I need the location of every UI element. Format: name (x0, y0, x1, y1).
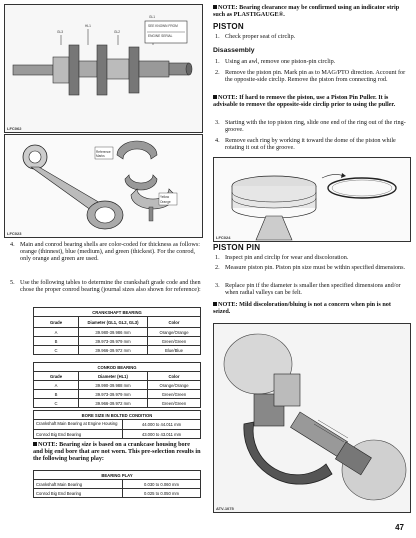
figure-code: ATV-1075 (216, 506, 234, 511)
left-step-5: 5. Use the following tables to determine the crankshaft grade code and then chose the proper conrod bearing (journal sizes also shown for reference): (10, 279, 201, 294)
disassembly-heading: Disassembly (213, 47, 255, 54)
conrod-label-yellow: Yellow (160, 195, 170, 199)
crank-label-known: SEE KNOWN FROM (148, 24, 178, 28)
conrod-label-reference: Reference Marks (96, 150, 111, 158)
col-header: Diameter (GL1, GL2, GL3) (79, 317, 148, 328)
conrod-label-orange: Orange (160, 200, 171, 204)
col-header: Color (148, 317, 201, 328)
table-row: Conrod Big End Bearing 0.025 to 0.050 mm (34, 489, 201, 498)
discoloration-note: NOTE: Mild discoloration/bluing is not a concern when pin is not seized. (213, 301, 391, 316)
figure-code: LFC023 (7, 231, 22, 236)
piston-ring-illustration (214, 158, 410, 241)
piston-figure (213, 157, 411, 242)
crank-label-gl2: GL2 (114, 30, 121, 34)
table-row: Crankshaft Main Bearing 0.030 to 0.060 mm (34, 480, 201, 489)
bearing-size-note: NOTE: Bearing size is based on a crankcase housing bore and big end bore that are not worn. This pre-selection results in the following bearing play: (33, 441, 201, 463)
crankshaft-figure (4, 4, 203, 133)
table-row: Conrod Big End Bearing 43.000 to 43.011 mm (34, 430, 201, 439)
table-row: A 39.980-39.986 mm Orange/Orange (34, 328, 201, 337)
crank-label-gl3: GL3 (57, 30, 64, 34)
table-title: BEARING PLAY (34, 471, 201, 480)
crank-label-gl1: GL1 (149, 15, 156, 19)
page-number: 47 (395, 523, 404, 532)
col-header: Diameter (HL1) (79, 372, 148, 381)
plastigauge-note: NOTE: Bearing clearance may be confirmed using an indicator strip such as PLASTIGAUGE®. (213, 4, 400, 19)
figure-code: LFC024 (216, 235, 231, 240)
bore-size-table (33, 410, 201, 439)
note-marker (213, 302, 217, 306)
crankshaft-bearing-table (33, 307, 201, 355)
conrod-bearing-table (33, 362, 201, 408)
micrometer-illustration (214, 324, 410, 512)
col-header: Color (148, 372, 201, 381)
col-header: Grade (34, 372, 79, 381)
piston-pin-heading: PISTON PIN (213, 243, 261, 252)
col-header: Grade (34, 317, 79, 328)
piston-heading: PISTON (213, 22, 244, 31)
piston-pin-puller-note: NOTE: If hard to remove the piston, use a Piston Pin Puller. It is advisable to remove the opposite-side circlip prior to using the puller. (213, 94, 396, 109)
note-marker (213, 95, 217, 99)
micrometer-figure (213, 323, 411, 513)
crank-label-serial: ENGINE SERIAL (148, 34, 173, 38)
table-title: CONROD BEARING (34, 363, 201, 372)
table-row: B 39.973-39.979 mm Green/Green (34, 337, 201, 346)
conrod-figure (4, 134, 203, 238)
note-marker (33, 442, 37, 446)
manual-page: HL1 GL3 GL2 GL1 SEE KNOWN FROM ENGINE SERIAL LFC062 Reference Marks Yellow Orange LFC023 4. Main and conrod bearing shells are color-coded for thickness as follows: orange (thinnest), blue (medium), and green (thickest). For the conrod, only orange and green are used. 5. Use the following tables to determine the crankshaft grade code and then chose the proper conrod bearing (journal sizes also shown for reference): CRANKSHAFT BEARING Grade Diameter (GL1, GL2, GL3) Color A 39.980-39.986 mm Orange/Orange B 39.973-39.979 mm Green/Green C 39.966-39.972 mm Blue/Blue CONROD BEARING Grade Diameter (HL1) Color A 39.990-39.988 mm Orange/Orange B 39.973-39.979 mm Green/Green C 39.966-39.972 mm Green/Green BORE SIZE IN BOLTED CONDITION Crankshaft Main Bearing at Engine Housing 44.000 to 44.011 mm Conrod Big End Bearing 43.000 to 43.011 mm NOTE: Bearing size is based on a crankcase housing bore and big end bore that are not worn. This pre-selection results in the following bearing play: BEARING PLAY Crankshaft Main Bearing 0.030 to 0.060 mm Conrod Big End Bearing 0.025 to 0.050 mm NOTE: Bearing clearance may be confirmed using an indicator strip such as PLASTIGAUGE®. PISTON 1. Check proper seat of circlip. Disassembly 1. Using an awl, remove one piston-pin circlip. 2. Remove the piston pin. Mark pin as to MAG/PTO direction. Account for the opposite-side circlip. Remove the piston from connecting rod. NOTE: If hard to remove the piston, use a Piston Pin Puller. It is advisable to remove the opposite-side circlip prior to using the puller. 3. Starting with the top piston ring, slide one end of the ring out of the ring-groove. 4. Remove each ring by working it toward the dome of the piston while rotating it out of the groove. LFC024 PISTON PIN 1. Inspect pin and circlip for wear and discoloration. 2. Measure piston pin. Piston pin size must be within specified dimensions. 3. Replace pin if the diameter is smaller then specified dimensions and/or when radial valleys can be felt. NOTE: Mild discoloration/bluing is not a concern when pin is not seized. ATV-1075 47 (0, 0, 416, 538)
table-title: BORE SIZE IN BOLTED CONDITION (34, 411, 201, 420)
table-row: B 39.973-39.979 mm Green/Green (34, 390, 201, 399)
crank-label-hl1: HL1 (85, 24, 91, 28)
bearing-play-table (33, 470, 201, 498)
table-row: A 39.990-39.988 mm Orange/Orange (34, 381, 201, 390)
note-marker (213, 5, 217, 9)
table-title: CRANKSHAFT BEARING (34, 308, 201, 317)
figure-code: LFC062 (7, 126, 22, 131)
left-step-4: 4. Main and conrod bearing shells are color-coded for thickness as follows: orange (thinnest), blue (medium), and green (thickest). For the conrod, only orange and green are used. (10, 241, 200, 263)
table-row: C 39.966-39.972 mm Green/Green (34, 399, 201, 408)
table-row: Crankshaft Main Bearing at Engine Housing 44.000 to 44.011 mm (34, 420, 201, 430)
table-row: C 39.966-39.972 mm Blue/Blue (34, 346, 201, 355)
